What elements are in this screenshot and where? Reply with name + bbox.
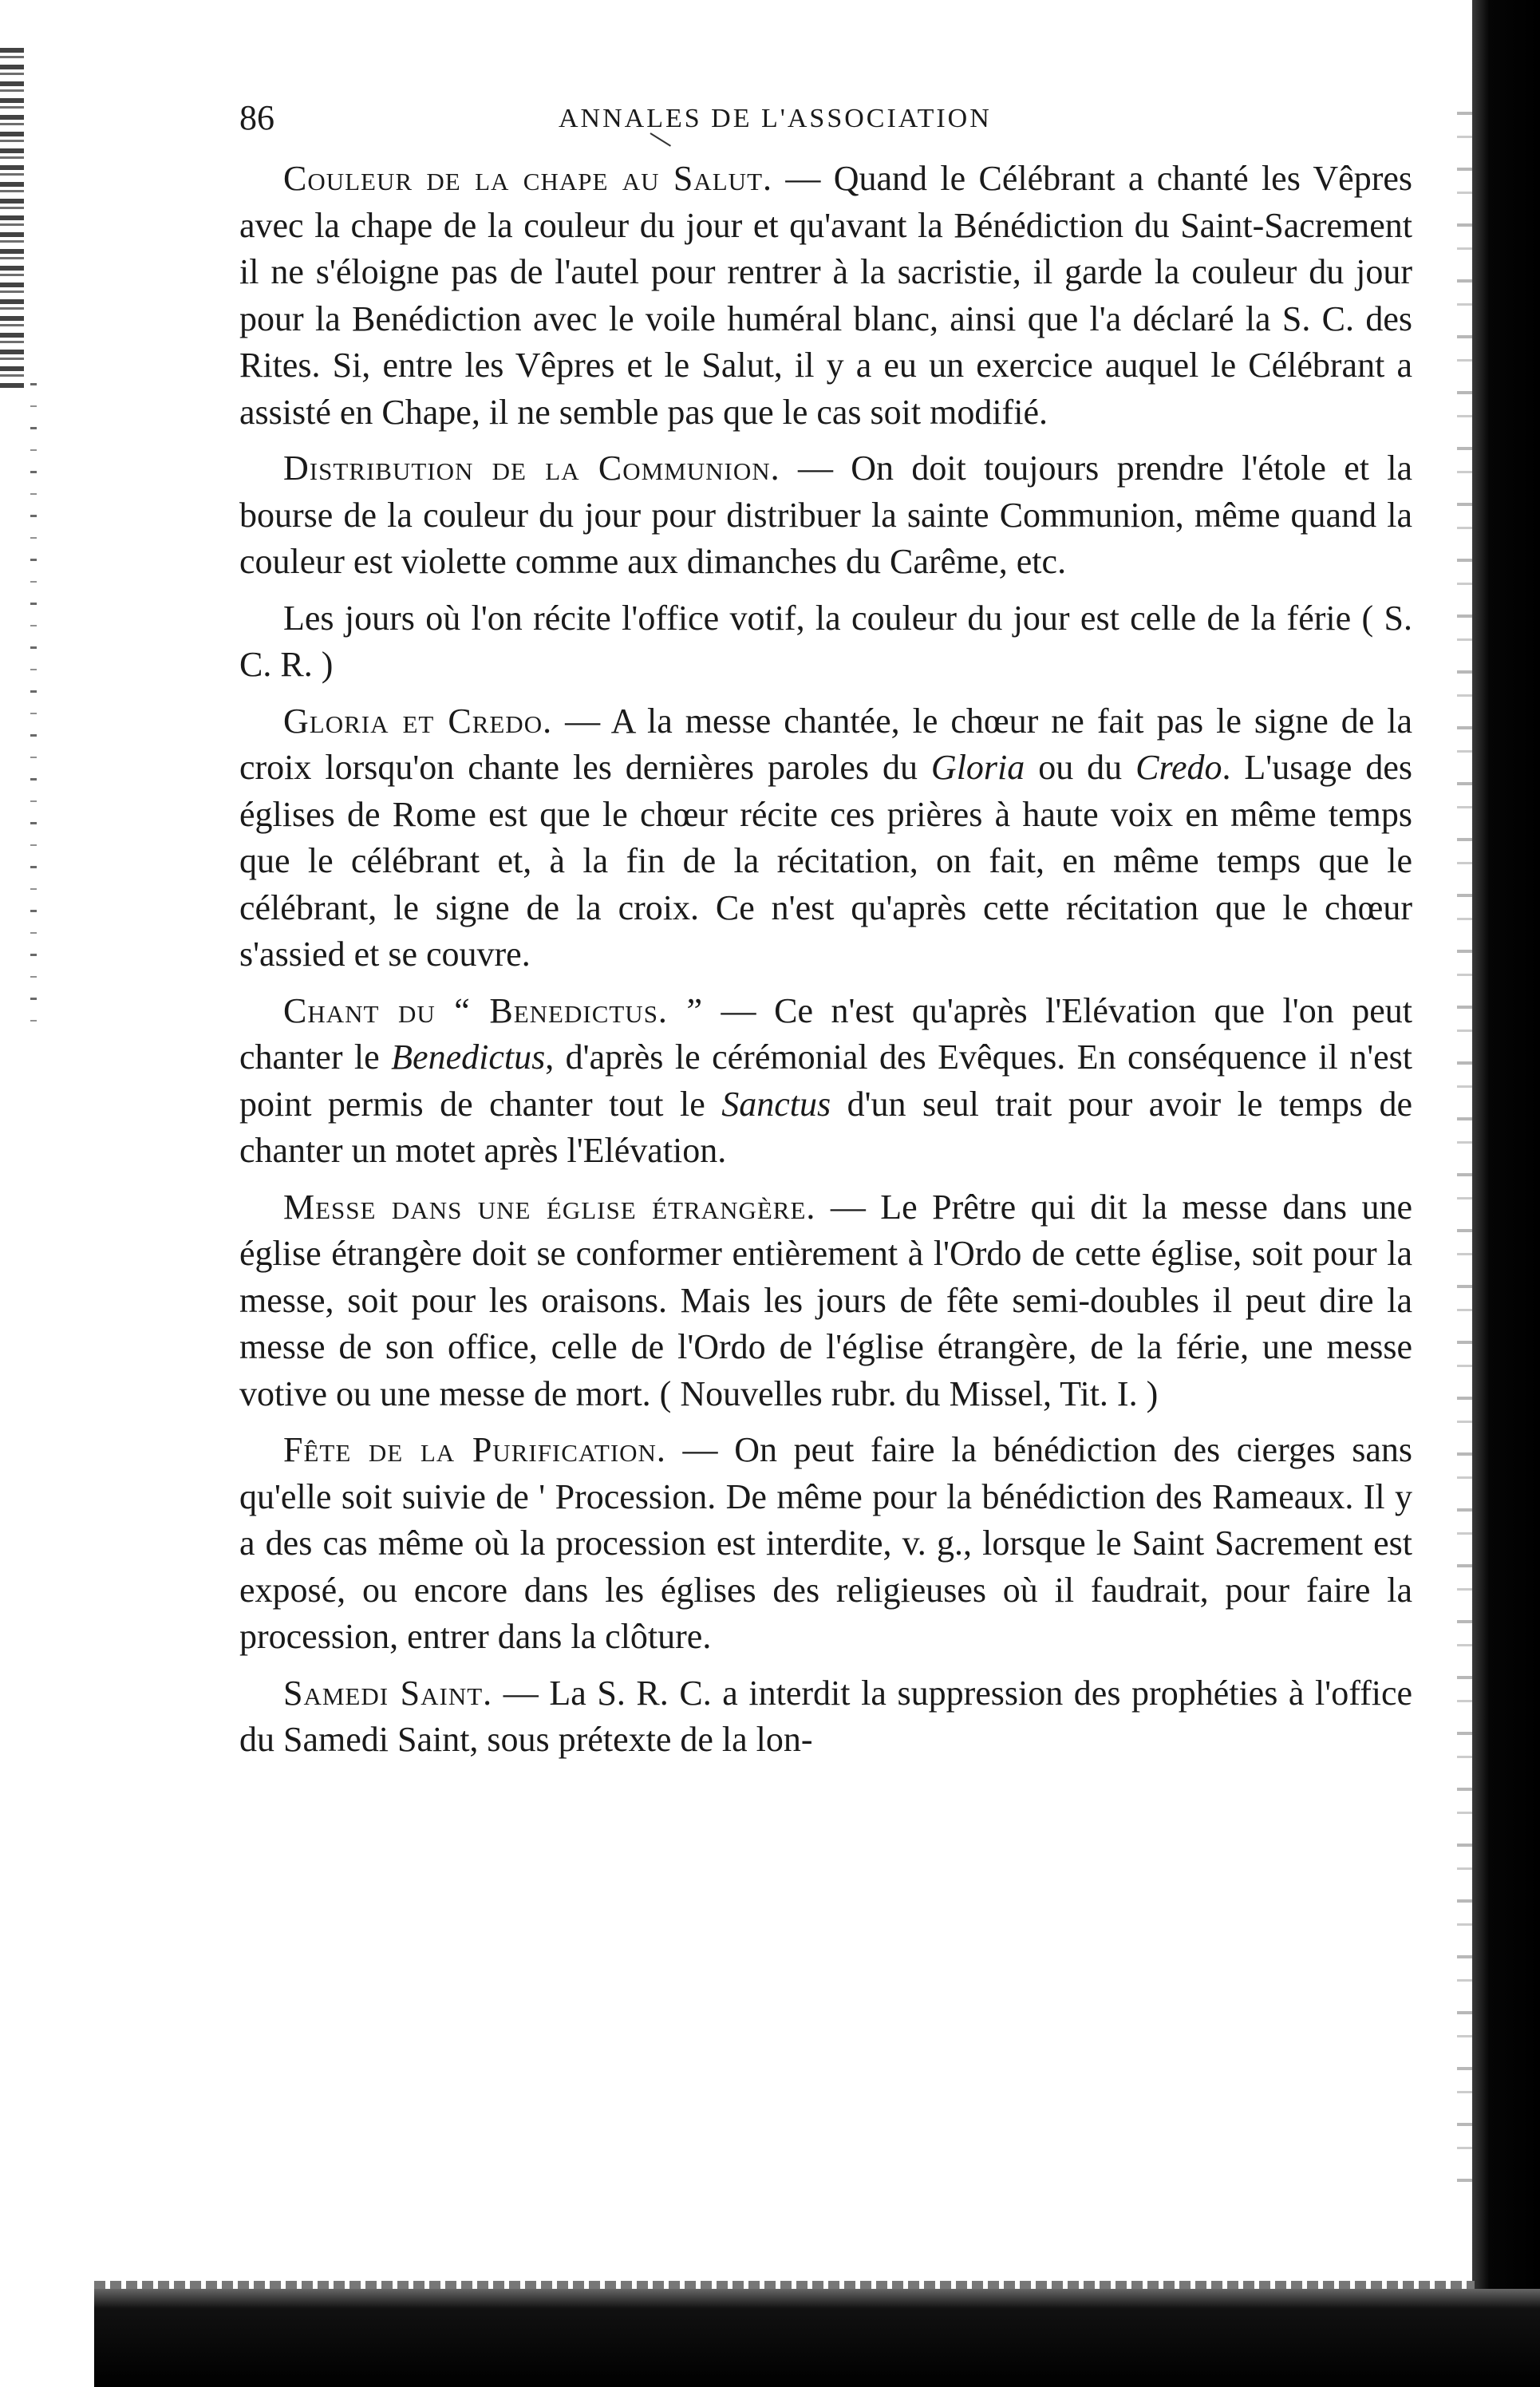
italic-term: Benedictus xyxy=(391,1037,546,1077)
running-head xyxy=(239,94,1420,142)
paragraph-text: La S. R. C. a interdit la suppression des prophéties à l'office du Samedi Saint, sous prétexte de la lon- xyxy=(239,1673,1412,1759)
paragraph-samedi-saint xyxy=(239,1670,1412,1764)
paragraph-purification xyxy=(239,1427,1412,1661)
section-heading: Gloria et Credo. xyxy=(283,701,553,741)
italic-term: Credo xyxy=(1135,748,1222,787)
paragraph-gloria-credo xyxy=(239,698,1412,978)
paragraph-text: A la messe chantée, le chœur ne fait pas le signe de la croix lorsqu'on chante les dernières paroles du xyxy=(239,701,1412,787)
paragraph-text: ou du xyxy=(1025,748,1136,787)
paragraph-messe-eglise-etrangere xyxy=(239,1184,1412,1418)
paragraph-text: On doit toujours prendre l'étole et la bourse de la couleur du jour pour distribuer la sainte Communion, même quand la couleur est violette comme aux dimanches du Carême, etc. xyxy=(239,449,1413,581)
paragraph-distribution-communion xyxy=(239,445,1412,586)
margin-specks xyxy=(30,383,37,1037)
right-scan-border xyxy=(1472,0,1540,2306)
body-text xyxy=(239,156,1412,1773)
running-title: ANNALES DE L'ASSOCIATION xyxy=(559,104,992,133)
section-heading: Distribution de la Communion. xyxy=(283,449,780,488)
bottom-edge-stripe xyxy=(94,2281,1475,2289)
heading-dash: — xyxy=(780,449,851,488)
heading-dash: — xyxy=(703,990,775,1030)
heading-dash: — xyxy=(772,159,834,198)
paragraph-text: d'un seul trait pour avoir le temps de chanter un motet après l'Elévation. xyxy=(239,1084,1412,1170)
section-heading: Couleur de la chape au Salut. xyxy=(283,159,773,198)
paragraph-text: Les jours où l'on récite l'office votif, la couleur du jour est celle de la férie ( S. C. R. ) xyxy=(239,598,1412,684)
section-heading: Fête de la Purification. xyxy=(283,1430,666,1469)
paragraph-text: On peut faire la bénédiction des cierges sans qu'elle soit suivie de ' Procession. De même pour la bénédiction des Rameaux. Il y a des cas même où la procession est interdite, v. g., lorsque le Saint Sacrement est exposé, ou encore dans les églises des religieuses où il faudrait, pour faire la procession, entrer dans la clôture. xyxy=(239,1430,1413,1656)
italic-term: Gloria xyxy=(930,748,1025,787)
page-number: 86 xyxy=(239,98,274,137)
section-heading: Samedi Saint. xyxy=(283,1673,493,1713)
paragraph-text: , d'après le cérémonial des Evêques. En conséquence il n'est point permis de chanter tout le xyxy=(239,1037,1412,1124)
heading-dash: — xyxy=(552,701,611,741)
italic-term: Sanctus xyxy=(721,1084,831,1124)
heading-dash: — xyxy=(492,1673,550,1713)
paragraph-continuation xyxy=(239,595,1412,689)
section-heading: Chant du “ Benedictus. ” xyxy=(283,990,704,1030)
bottom-scan-border xyxy=(94,2289,1540,2387)
paragraph-text: Le Prêtre qui dit la messe dans une église étrangère doit se conformer entièrement à l'Ordo de cette église, soit pour la messe, soit pour les oraisons. Mais les jours de fête semi-doubles il peut dire la messe de son office, celle de l'Ordo de l'église étrangère, de la férie, une messe votive ou une messe de mort. ( Nouvelles rubr. du Missel, Tit. I. ) xyxy=(239,1187,1412,1413)
paragraph-text: Ce n'est qu'après l'Elévation que l'on peut chanter le xyxy=(239,990,1413,1077)
paragraph-text: Quand le Célébrant a chanté les Vêpres avec la chape de la couleur du jour et qu'avant la Bénédiction du Saint-Sacrement il ne s'éloigne pas de l'autel pour rentrer à la sacristie, il garde la couleur du jour pour la Benédiction avec le voile huméral blanc, ainsi que l'a déclaré la S. C. des Rites. Si, entre les Vêpres et le Salut, il y a eu un exercice auquel le Célébrant a assisté en Chape, il ne semble pas que le cas soit modifié. xyxy=(239,159,1412,432)
section-heading: Messe dans une église étrangère. xyxy=(283,1187,816,1227)
binding-shadow xyxy=(0,48,24,391)
paragraph-couleur-chape xyxy=(239,156,1412,436)
paragraph-benedictus xyxy=(239,988,1412,1175)
paragraph-text: . L'usage des églises de Rome est que le chœur récite ces prières à haute voix en même temps que le célébrant et, à la fin de la récitation, on fait, en même temps que le célébrant, le signe de la croix. Ce n'est qu'après cette récitation que le chœur s'assied et se couvre. xyxy=(239,748,1413,974)
heading-dash: — xyxy=(665,1430,735,1469)
heading-dash: — xyxy=(815,1187,881,1227)
